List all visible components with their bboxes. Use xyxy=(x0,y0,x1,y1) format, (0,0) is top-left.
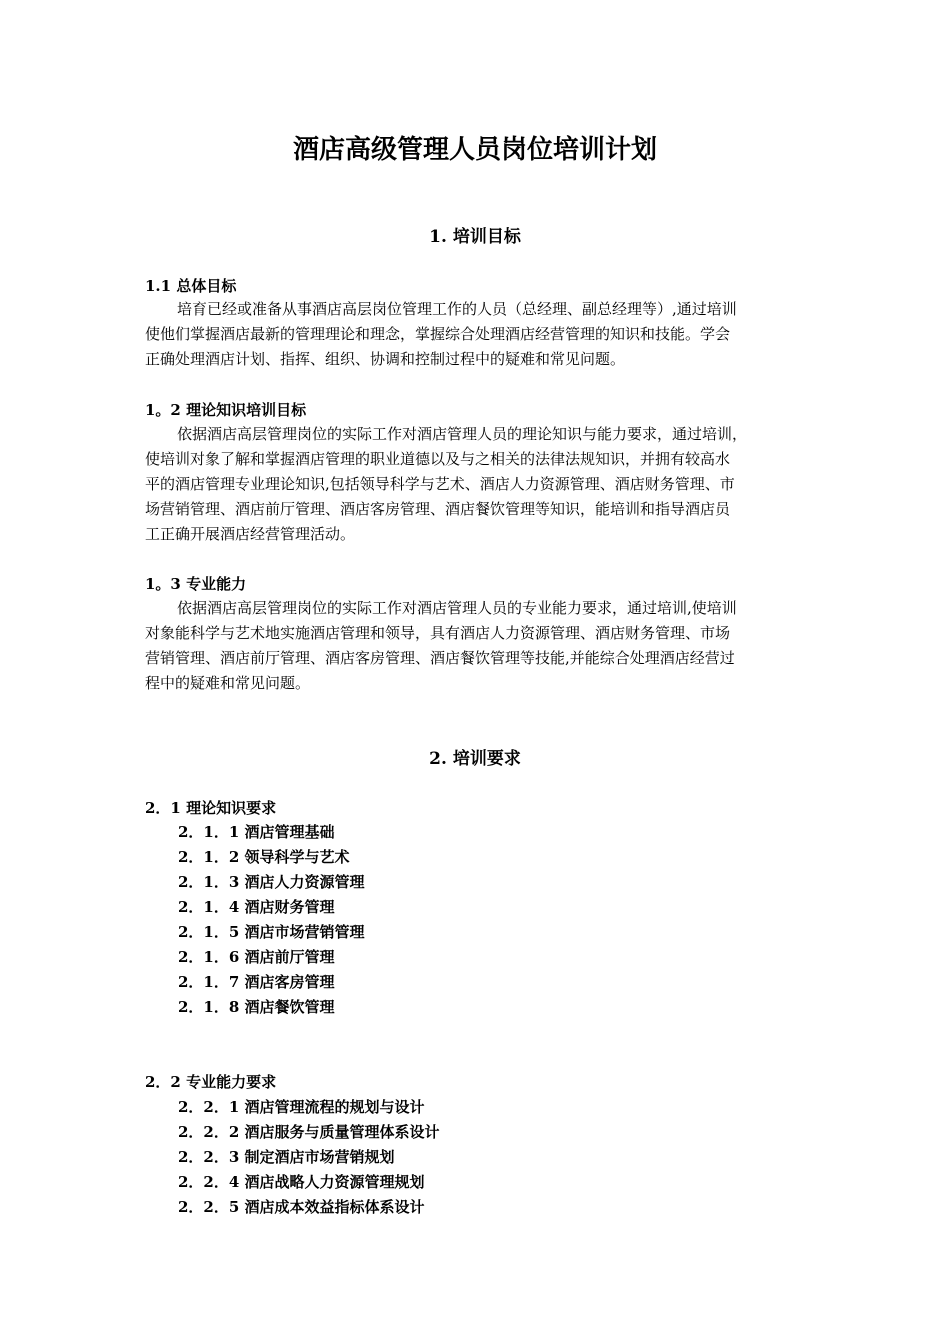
list-item: 2．1．8 酒店餐饮管理 xyxy=(178,998,335,1016)
paragraph-line: 平的酒店管理专业理论知识,包括领导科学与艺术、酒店人力资源管理、酒店财务管理、市 xyxy=(145,475,735,493)
section-2-1-heading: 2．1 理论知识要求 xyxy=(145,799,277,817)
paragraph-line: 使他们掌握酒店最新的管理理论和理念，掌握综合处理酒店经营管理的知识和技能。学会 xyxy=(145,325,731,343)
section-1-1-paragraph xyxy=(145,297,815,372)
list-item: 2．2．1 酒店管理流程的规划与设计 xyxy=(178,1098,425,1116)
section-2-heading: 2. 培训要求 xyxy=(429,749,521,769)
section-1-heading: 1. 培训目标 xyxy=(429,227,521,247)
paragraph-line: 营销管理、酒店前厅管理、酒店客房管理、酒店餐饮管理等技能,并能综合处理酒店经营过 xyxy=(145,649,735,667)
skill-requirements-list xyxy=(178,1095,440,1220)
section-1-3-paragraph xyxy=(145,596,815,696)
list-item: 2．1．2 领导科学与艺术 xyxy=(178,848,350,866)
theory-requirements-list xyxy=(178,820,365,1020)
paragraph-line: 使培训对象了解和掌握酒店管理的职业道德以及与之相关的法律法规知识，并拥有较高水 xyxy=(145,450,731,468)
section-1-2-heading: 1。2 理论知识培训目标 xyxy=(145,401,307,419)
list-item: 2．2．4 酒店战略人力资源管理规划 xyxy=(178,1173,425,1191)
list-item: 2．2．2 酒店服务与质量管理体系设计 xyxy=(178,1123,440,1141)
section-1-1-heading: 1.1 总体目标 xyxy=(145,277,237,295)
list-item: 2．1．3 酒店人力资源管理 xyxy=(178,873,365,891)
section-1-2-paragraph xyxy=(145,422,815,547)
list-item: 2．1．7 酒店客房管理 xyxy=(178,973,335,991)
document-title: 酒店高级管理人员岗位培训计划 xyxy=(292,135,657,165)
list-item: 2．1．1 酒店管理基础 xyxy=(178,823,335,841)
paragraph-line: 程中的疑难和常见问题。 xyxy=(145,674,311,692)
list-item: 2．1．4 酒店财务管理 xyxy=(178,898,335,916)
list-item: 2．2．5 酒店成本效益指标体系设计 xyxy=(178,1198,425,1216)
paragraph-line: 工正确开展酒店经营管理活动。 xyxy=(145,525,356,543)
paragraph-line: 依据酒店高层管理岗位的实际工作对酒店管理人员的专业能力要求，通过培训,使培训 xyxy=(177,599,737,617)
paragraph-line: 依据酒店高层管理岗位的实际工作对酒店管理人员的理论知识与能力要求，通过培训， xyxy=(177,425,748,443)
paragraph-line: 对象能科学与艺术地实施酒店管理和领导，具有酒店人力资源管理、酒店财务管理、市场 xyxy=(145,624,731,642)
list-item: 2．1．5 酒店市场营销管理 xyxy=(178,923,365,941)
paragraph-line: 正确处理酒店计划、指挥、组织、协调和控制过程中的疑难和常见问题。 xyxy=(145,350,626,368)
paragraph-line: 培育已经或准备从事酒店高层岗位管理工作的人员（总经理、副总经理等）,通过培训 xyxy=(177,300,737,318)
section-2-2-heading: 2．2 专业能力要求 xyxy=(145,1073,277,1091)
section-1-3-heading: 1。3 专业能力 xyxy=(145,575,247,593)
list-item: 2．1．6 酒店前厅管理 xyxy=(178,948,335,966)
list-item: 2．2．3 制定酒店市场营销规划 xyxy=(178,1148,395,1166)
paragraph-line: 场营销管理、酒店前厅管理、酒店客房管理、酒店餐饮管理等知识，能培训和指导酒店员 xyxy=(145,500,731,518)
